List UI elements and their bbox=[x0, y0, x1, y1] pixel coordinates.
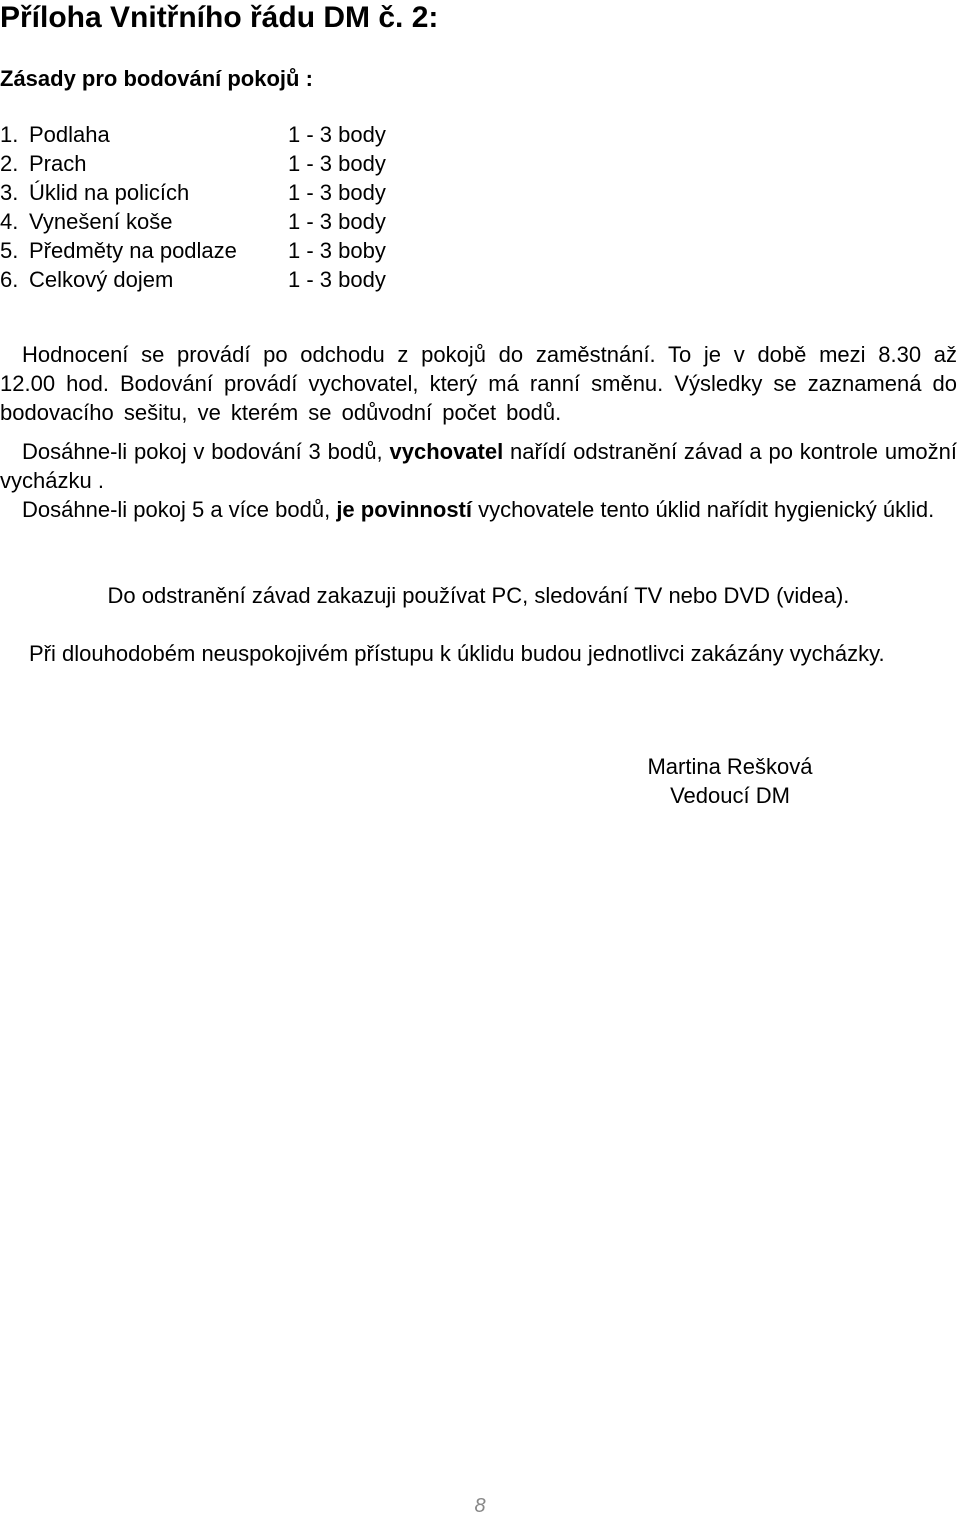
bold-text: je povinností bbox=[336, 497, 472, 522]
paragraph-text: vychovatele tento úklid nařídit hygienický úklid. bbox=[472, 497, 935, 522]
paragraph-text: nařídí odstranění závad a po kontrole umožní vycházku . bbox=[0, 439, 957, 493]
signature-role: Vedoucí DM bbox=[670, 783, 790, 808]
item-number: 4. bbox=[0, 209, 19, 234]
paragraph-long-term: Při dlouhodobém neuspokojivém přístupu k úklidu budou jednotlivci zakázány vycházky. bbox=[29, 641, 885, 666]
paragraph-text: Dosáhne-li pokoj 5 a více bodů, bbox=[22, 497, 337, 522]
item-points: 1 - 3 boby bbox=[288, 238, 386, 263]
item-name: Celkový dojem bbox=[29, 267, 174, 292]
paragraph-restrictions: Do odstranění závad zakazuji používat PC, sledování TV nebo DVD (videa). bbox=[107, 583, 850, 608]
signature-name: Martina Rešková bbox=[647, 754, 813, 779]
paragraph-evaluation: Hodnocení se provádí po odchodu z pokojů do zaměstnání. To je v době mezi 8.30 až 12.00 hod. Bodování provádí vychovatel, který má ranní směnu. Výsledky se zaznamená do bodovacího sešitu, ve kterém se odůvodní počet bodů. bbox=[0, 342, 957, 425]
item-number: 6. bbox=[0, 267, 19, 292]
item-points: 1 - 3 body bbox=[288, 151, 386, 176]
page-number: 8 bbox=[474, 1495, 486, 1517]
item-number: 3. bbox=[0, 180, 19, 205]
item-name: Předměty na podlaze bbox=[29, 238, 237, 263]
paragraph-five-points bbox=[0, 495, 957, 524]
item-name: Vynešení koše bbox=[29, 209, 173, 234]
item-points: 1 - 3 body bbox=[288, 209, 386, 234]
item-name: Podlaha bbox=[29, 122, 110, 147]
paragraph-three-points bbox=[0, 437, 957, 495]
item-points: 1 - 3 body bbox=[288, 122, 386, 147]
paragraph-text: Dosáhne-li pokoj v bodování 3 bodů, bbox=[22, 439, 390, 464]
item-number: 5. bbox=[0, 238, 19, 263]
item-points: 1 - 3 body bbox=[288, 180, 386, 205]
page-title: Příloha Vnitřního řádu DM č. 2: bbox=[0, 1, 439, 34]
bold-text: vychovatel bbox=[389, 439, 504, 464]
item-number: 2. bbox=[0, 151, 19, 176]
item-name: Úklid na policích bbox=[29, 180, 190, 205]
section-heading: Zásady pro bodování pokojů : bbox=[0, 66, 313, 91]
item-number: 1. bbox=[0, 122, 19, 147]
item-points: 1 - 3 body bbox=[288, 267, 386, 292]
item-name: Prach bbox=[29, 151, 87, 176]
signature-block bbox=[600, 752, 860, 810]
